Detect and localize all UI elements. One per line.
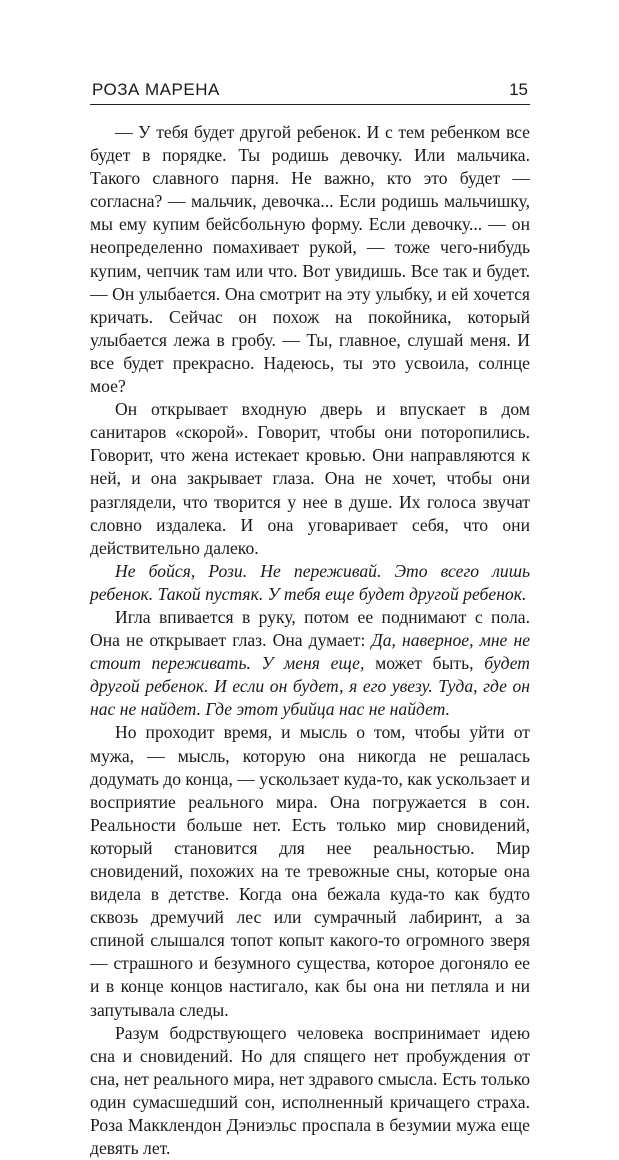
running-title: РОЗА МАРЕНА xyxy=(92,80,220,99)
italic-thought: Да, наверное, мне не стоит переживать. У меня еще, xyxy=(90,630,531,674)
paragraph: — У тебя будет другой ребенок. И с тем ребенком все будет в порядке. Ты родишь девочку. Или мальчика. Такого славного парня. Не важно, кто это будет — согласна? — мальчик, девочка... Если родишь мальчишку, мы ему купим бейсбольную форму. Если девочку... — он неопределенно помахивает рукой, — тоже чего-нибудь купим, чепчик там или что. Вот увидишь. Все так и будет. — Он улыбается. Она смотрит на эту улыбку, и ей хочется кричать. Сейчас он похож на покойника, который улыбается лежа в гробу. — Ты, главное, слушай меня. И все будет прекрасно. Надеюсь, ты это усвоила, солнце мое? xyxy=(90,122,530,397)
page-number: 15 xyxy=(509,80,528,99)
paragraph: Он открывает входную дверь и впускает в дом санитаров «скорой». Говорит, чтобы они поторопились. Говорит, что жена истекает кровью. Они направляются к ней, и она закрывает глаза. Она не хочет, чтобы они разглядели, что творится у нее в душе. Их голоса звучат словно издалека. И она уговаривает себя, что они действительно далеко. xyxy=(90,399,530,558)
paragraph xyxy=(90,606,530,721)
paragraph-text: Игла впивается в руку, потом ее поднимают с пола. Она не открывает глаз. Она думает: xyxy=(90,606,530,651)
paragraph: Разум бодрствующего человека воспринимает идею сна и сновидений. Но для спящего нет пробуждения от сна, нет реального мира, нет здравого смысла. Есть только один сумасшедший сон, исполненный кричащего страха. Роза Макклендон Дэниэльс проспала в безумии мужа еще девять лет. xyxy=(90,1022,530,1159)
italic-paragraph: Не бойся, Рози. Не переживай. Это всего лишь ребенок. Такой пустяк. У тебя еще будет другой ребенок. xyxy=(90,560,530,604)
header-rule xyxy=(90,104,530,105)
italic-thought: будет другой ребенок. И если он будет, я его увезу. Туда, где он нас не найдет. Где этот убийца нас не найдет. xyxy=(90,653,530,720)
body-text xyxy=(90,121,530,1160)
paragraph-text: может быть, xyxy=(364,653,485,674)
paragraph: Но проходит время, и мысль о том, чтобы уйти от мужа, — мысль, которую она никогда не решалась додумать до конца, — ускользает куда-то, как ускользает и восприятие реального мира. Она погружается в сон. Реальности больше нет. Есть только мир сновидений, который становится для нее реальностью. Мир сновидений, похожих на те тревожные сны, которые она видела в детстве. Когда она бежала куда-то как будто сквозь дремучий лес или сумрачный лабиринт, а за спиной слышался топот копыт какого-то огромного зверя — страшного и безумного существа, которое догоняло ее и в конце концов настигало, как бы она ни петляла и ни запутывала следы. xyxy=(90,722,530,1020)
running-header xyxy=(90,80,530,106)
